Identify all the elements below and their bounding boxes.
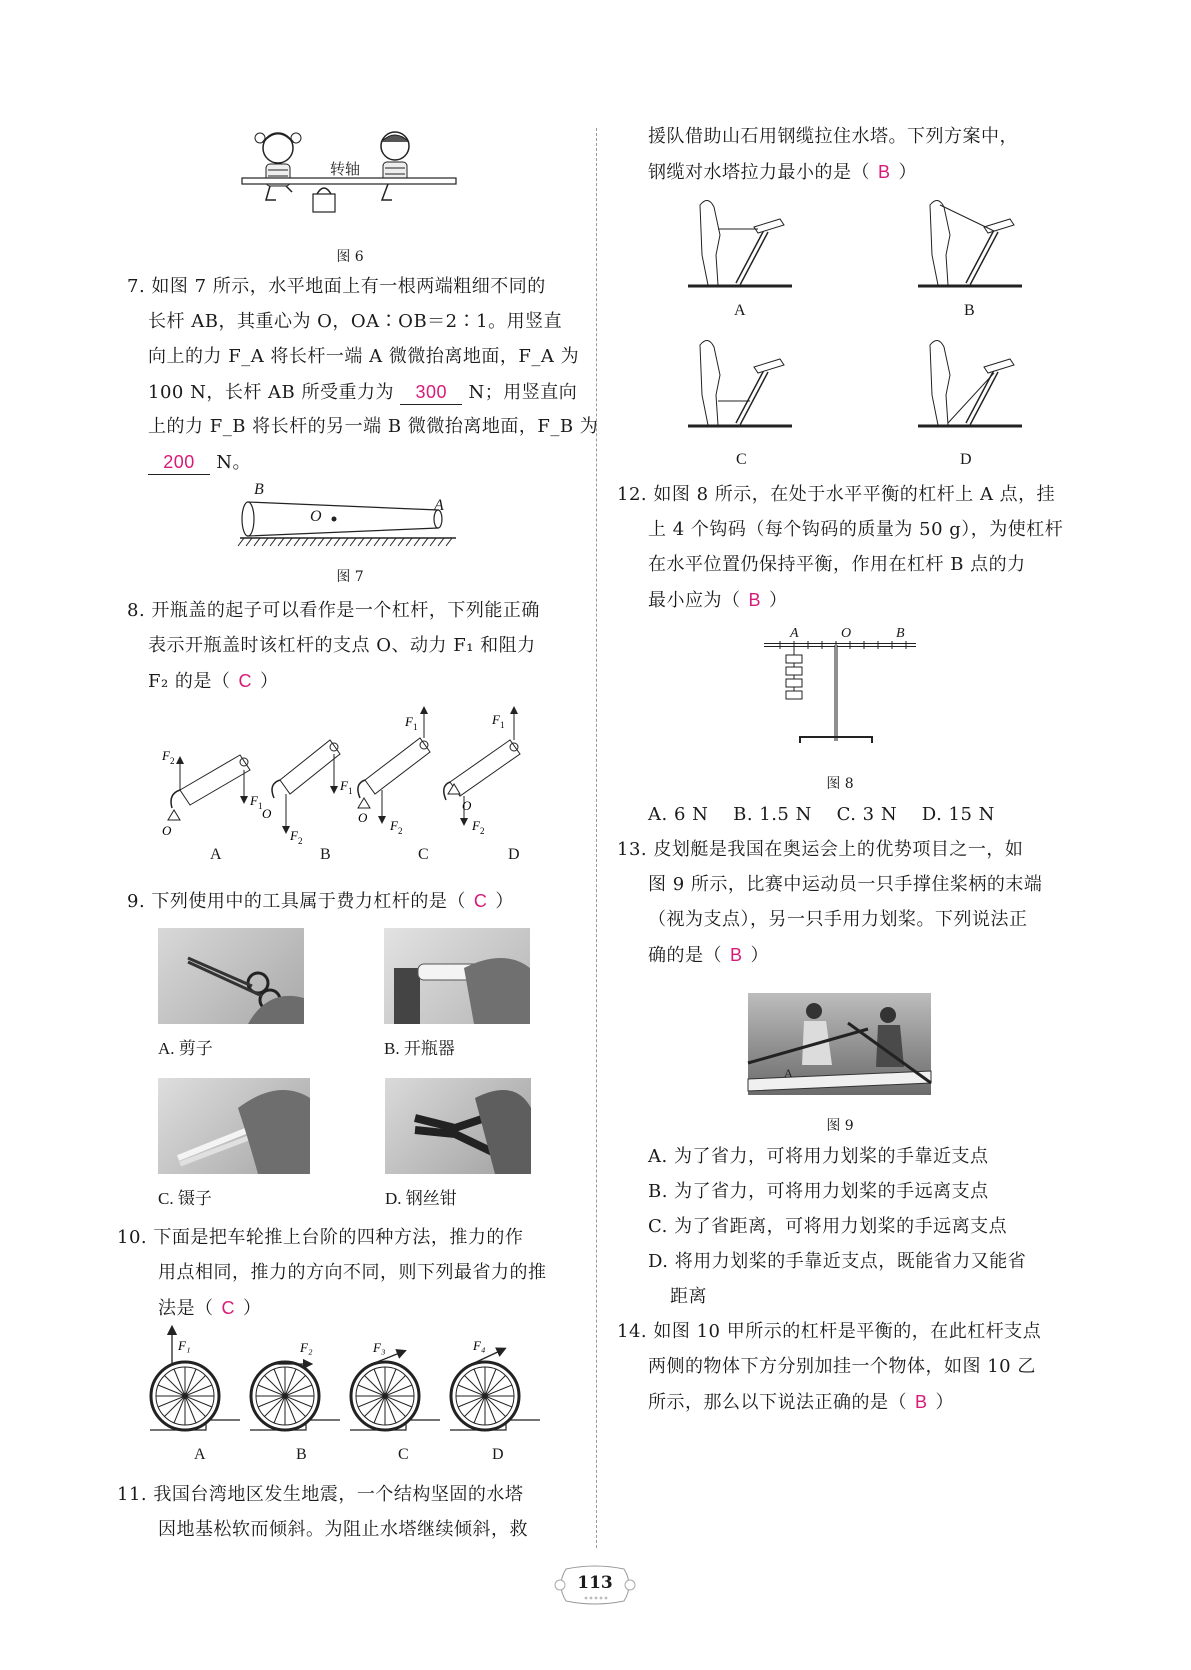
q7-answer-2: 200 [163,452,195,472]
q13-answer: B [730,945,743,965]
q10-line-2: 用点相同，推力的方向不同，则下列最省力的推 [158,1262,547,1283]
fig8-label-a: A [790,626,799,641]
q9-line [127,890,514,913]
q12-line-3: 在水平位置仍保持平衡，作用在杠杆 B 点的力 [648,554,1026,575]
q11-line-1: 11. 我国台湾地区发生地震，一个结构坚固的水塔 [117,1484,524,1505]
svg-text:2: 2 [298,836,303,846]
svg-text:1: 1 [500,720,505,730]
q10-line-1: 10. 下面是把车轮推上台阶的四种方法，推力的作 [117,1227,524,1248]
q11-tower-figure [680,195,1100,465]
svg-text:2: 2 [170,756,175,766]
tower-b [918,200,1022,286]
q7-line-3: 向上的力 F_A 将长杆一端 A 微微抬离地面，F_A 为 [148,346,580,367]
tower-a [688,200,792,286]
q12-answer: B [748,590,762,610]
q10-line-3 [158,1297,262,1320]
svg-text:F₂: F₂ [300,1340,313,1355]
photo-pliers [385,1078,531,1174]
q8-answer: C [238,671,252,691]
q10-line-3-pre: 法是（ [158,1298,214,1319]
opener-c [358,710,430,836]
svg-text:F: F [340,778,348,793]
q14-line-3-post: ） [935,1392,955,1413]
svg-text:F: F [405,714,413,729]
svg-text:O: O [262,806,272,821]
q9-pre: 9. 下列使用中的工具属于费力杠杆的是（ [127,891,466,912]
q7-line-6 [148,451,251,475]
q11-line-4-post: ） [898,162,918,183]
q9-post: ） [495,891,514,912]
tower-c [688,340,792,426]
q13-line-4-pre: 确的是（ [648,945,722,966]
q10-option-c: C [398,1446,409,1463]
q13-line-1: 13. 皮划艇是我国在奥运会上的优势项目之一，如 [617,839,1024,860]
q10-wheels-figure [150,1330,570,1440]
q12-line-2: 上 4 个钩码（每个钩码的质量为 50 g），为使杠杆 [648,519,1064,540]
svg-text:F: F [290,828,298,843]
q13-option-d: D. 将用力划桨的手靠近支点，既能省力又能省 [648,1251,1027,1272]
q11-line-3: 援队借助山石用钢缆拉住水塔。下列方案中， [648,126,1018,147]
q9-option-a: A. 剪子 [158,1039,213,1058]
q13-option-c: C. 为了省距离，可将用力划桨的手远离支点 [648,1216,1008,1237]
q11-option-a: A [734,302,746,319]
fig8-label-b: B [896,626,905,641]
q12-line-4-post: ） [769,590,788,611]
svg-text:F: F [250,793,258,808]
fig7-label-b: B [254,481,264,498]
q7-line-4-post: N；用竖直向 [468,382,578,403]
opener-d [444,710,520,836]
q13-option-b: B. 为了省力，可将用力划桨的手远离支点 [648,1181,989,1202]
q12-line-1: 12. 如图 8 所示，在处于水平平衡的杠杆上 A 点，挂 [617,484,1056,505]
q11-option-c: C [736,451,747,468]
q11-line-4-pre: 钢缆对水塔拉力最小的是（ [648,162,870,183]
fig8-label-o: O [841,626,852,641]
q10-option-d: D [492,1446,504,1463]
photo-bottle-opener [384,928,530,1024]
q10-option-a: A [194,1446,206,1463]
figure-7-caption: 图 7 [336,569,364,585]
opener-a [161,748,263,838]
q9-option-d: D. 钢丝钳 [385,1189,457,1208]
svg-text:O: O [462,798,472,813]
figure-9-caption: 图 9 [826,1118,854,1134]
q14-answer: B [915,1392,928,1412]
tower-d [918,340,1022,426]
q7-line-6-post: N。 [216,452,251,473]
q10-line-3-post: ） [243,1298,262,1319]
svg-text:F: F [390,818,398,833]
svg-text:1: 1 [258,801,263,811]
q9-answer: C [473,891,488,911]
fig7-label-a: A [434,497,444,514]
q13-line-4 [648,944,769,967]
q8-line-2: 表示开瓶盖时该杠杆的支点 O、动力 F₁ 和阻力 [148,635,536,656]
q11-option-b: B [964,302,975,319]
page-number: 113 [577,1573,613,1593]
q7-blank-2 [148,451,210,475]
q13-line-4-post: ） [750,945,770,966]
svg-text:1: 1 [348,786,353,796]
q13-option-a: A. 为了省力，可将用力划桨的手靠近支点 [648,1146,989,1167]
q8-option-a: A [210,846,222,863]
q7-line-4-pre: 100 N，长杆 AB 所受重力为 [148,382,394,403]
figure-8-lever [760,625,920,755]
photo-tweezers [158,1078,310,1174]
q9-option-c: C. 镊子 [158,1189,212,1208]
svg-text:1: 1 [413,722,418,732]
q11-option-d: D [960,451,972,468]
q7-line-5: 上的力 F_B 将长杆的另一端 B 微微抬离地面，F_B 为 [148,416,599,437]
svg-text:F: F [162,748,170,763]
opener-b [262,740,353,846]
q12-line-4-pre: 最小应为（ [648,590,741,611]
q14-line-1: 14. 如图 10 甲所示的杠杆是平衡的，在此杠杆支点 [617,1321,1042,1342]
q7-answer-1: 300 [415,382,447,402]
q10-answer: C [221,1298,235,1318]
q9-option-b: B. 开瓶器 [384,1039,455,1058]
q8-line-3 [148,670,278,693]
photo-scissors [158,928,304,1024]
figure-6-caption: 图 6 [336,249,364,265]
q8-option-c: C [418,846,429,863]
q8-option-b: B [320,846,331,863]
svg-text:F₄: F₄ [473,1338,486,1353]
svg-text:F₃: F₃ [373,1340,386,1355]
svg-text:F₁: F₁ [178,1338,191,1353]
svg-text:F: F [492,712,500,727]
q14-line-3-pre: 所示，那么以下说法正确的是（ [648,1392,907,1413]
q8-line-3-post: ） [259,671,279,692]
svg-text:2: 2 [398,826,403,836]
q14-line-3 [648,1391,954,1414]
svg-text:A: A [784,1066,793,1080]
q7-line-4 [148,381,577,405]
q10-option-b: B [296,1446,307,1463]
svg-text:F: F [472,818,480,833]
svg-text:O: O [358,810,368,825]
q14-line-2: 两侧的物体下方分别加挂一个物体，如图 10 乙 [648,1356,1036,1377]
q11-line-2: 因地基松软而倾斜。为阻止水塔继续倾斜，救 [158,1519,528,1540]
q7-line-2: 长杆 AB，其重心为 O，OA∶OB＝2∶1。用竖直 [148,311,563,332]
q11-line-4 [648,161,917,184]
q13-line-3: （视为支点），另一只手用力划桨。下列说法正 [648,909,1028,930]
q13-option-d-cont: 距离 [670,1286,707,1307]
q11-answer: B [878,162,891,182]
q8-openers-figure [150,710,570,846]
q8-line-3-pre: F₂ 的是（ [148,671,231,692]
q12-line-4 [648,589,788,612]
q13-line-2: 图 9 所示，比赛中运动员一只手撑住桨柄的末端 [648,874,1043,895]
svg-text:O: O [162,823,172,838]
figure-8-caption: 图 8 [826,776,854,792]
q7-line-1: 7. 如图 7 所示，水平地面上有一根两端粗细不同的 [127,276,546,297]
photo-kayak [748,993,931,1095]
svg-text:2: 2 [480,826,485,836]
q7-blank-1 [400,381,462,405]
q12-choices: A. 6 N B. 1.5 N C. 3 N D. 15 N [648,804,995,825]
q8-option-d: D [508,846,520,863]
axle-label: 转轴 [330,162,361,178]
column-divider [596,128,597,1548]
q8-line-1: 8. 开瓶盖的起子可以看作是一个杠杆，下列能正确 [127,600,540,621]
figure-7-rod [238,482,463,548]
fig7-label-o: O [310,508,322,525]
